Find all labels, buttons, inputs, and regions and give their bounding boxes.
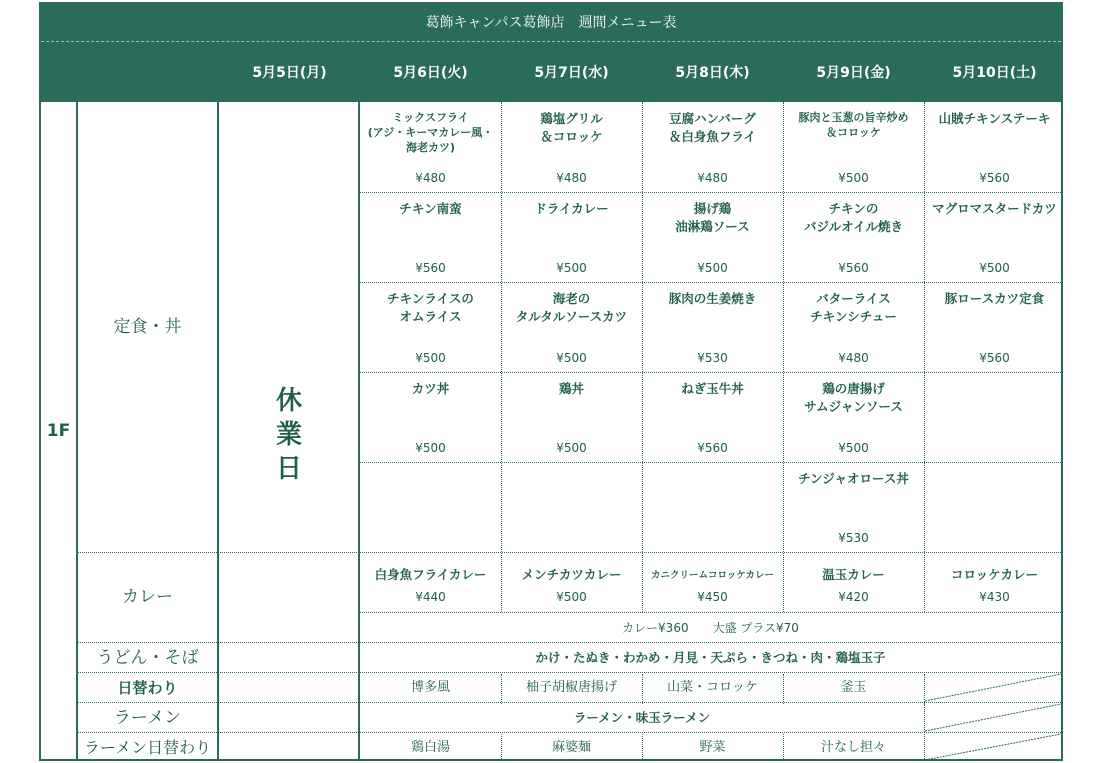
menu-cell (501, 102, 642, 192)
menu-name: チキン南蛮 (399, 201, 462, 216)
ramen-daily-item: 鶏白湯 (410, 740, 450, 755)
menu-cell (783, 462, 924, 552)
menu-price: ¥480 (556, 171, 587, 185)
menu-cell (783, 192, 924, 282)
menu-cell (924, 282, 1065, 372)
menu-cell (924, 102, 1065, 192)
closed-day (219, 102, 359, 761)
menu-cell (924, 372, 1065, 462)
menu-cell (924, 192, 1065, 282)
menu-price: ¥500 (556, 590, 587, 604)
menu-name: 揚げ鶏 油淋鶏ソース (675, 201, 750, 234)
closed-char: 休 (275, 386, 302, 416)
menu-name: 豚肉の生姜焼き (668, 291, 757, 306)
menu-cell (642, 192, 783, 282)
menu-name: ねぎ玉牛丼 (681, 381, 744, 396)
ramen-items: ラーメン・味玉ラーメン (573, 710, 711, 725)
menu-cell (783, 102, 924, 192)
closed-char: 業 (275, 420, 302, 450)
menu-name: 温玉カレー (822, 567, 885, 582)
menu-name: メンチカツカレー (521, 567, 622, 582)
curry-cell (360, 553, 501, 612)
day-header: 5月7日(水) (534, 65, 609, 81)
category-ramen-daily: ラーメン日替わり (83, 738, 212, 757)
menu-price: ¥500 (556, 261, 587, 275)
menu-price: ¥430 (979, 590, 1010, 604)
menu-table (39, 2, 1063, 761)
menu-cell (360, 372, 501, 462)
ramen-daily-item: 麻婆麺 (551, 740, 591, 755)
ramen-daily-item: 野菜 (699, 740, 726, 755)
menu-name: カニクリームコロッケカレー (650, 570, 775, 581)
menu-cell (642, 102, 783, 192)
category-set-meal: 定食・丼 (113, 317, 182, 337)
day-header-row (41, 42, 1061, 102)
curry-base-price: カレー¥360 大盛 プラス¥70 (622, 621, 799, 635)
menu-cell (360, 462, 501, 552)
menu-name: 鶏塩グリル ＆コロッケ (540, 111, 603, 144)
menu-price: ¥500 (838, 171, 869, 185)
menu-cell (642, 282, 783, 372)
menu-price: ¥440 (415, 590, 446, 604)
no-service-slash (925, 673, 1061, 702)
day-header: 5月9日(金) (816, 65, 891, 81)
menu-price: ¥560 (838, 261, 869, 275)
menu-name: ドライカレー (534, 201, 609, 216)
daily-item: 釜玉 (840, 680, 867, 695)
menu-price: ¥480 (838, 351, 869, 365)
category-curry: カレー (122, 587, 173, 607)
menu-price: ¥480 (415, 171, 446, 185)
menu-price: ¥480 (697, 171, 728, 185)
menu-name: コロッケカレー (950, 567, 1038, 582)
menu-price: ¥560 (979, 171, 1010, 185)
menu-cell (642, 462, 783, 552)
curry-cell (501, 553, 642, 612)
ramen-daily-item: 汁なし担々 (820, 740, 886, 755)
menu-cell (360, 192, 501, 282)
curry-cell (924, 553, 1065, 612)
menu-price: ¥450 (697, 590, 728, 604)
menu-price: ¥560 (697, 441, 728, 455)
menu-name: ミックスフライ (アジ・キーマカレー風・ 海老カツ) (367, 111, 494, 154)
menu-name: 豆腐ハンバーグ ＆白身魚フライ (668, 111, 757, 144)
menu-price: ¥500 (697, 261, 728, 275)
menu-cell (360, 282, 501, 372)
menu-cell (642, 372, 783, 462)
menu-cell (501, 192, 642, 282)
day-header: 5月6日(火) (393, 65, 468, 81)
menu-name: 海老の タルタルソースカツ (515, 291, 628, 324)
category-udon: うどん・そば (96, 648, 199, 668)
menu-price: ¥530 (697, 351, 728, 365)
daily-item: 山菜・コロッケ (667, 680, 758, 695)
menu-name: チンジャオロース丼 (798, 471, 909, 486)
menu-cell (360, 102, 501, 192)
menu-cell (783, 282, 924, 372)
floor-label: 1F (46, 421, 71, 441)
curry-cell (642, 553, 783, 612)
menu-cell (501, 462, 642, 552)
menu-price: ¥420 (838, 590, 869, 604)
menu-cell (501, 282, 642, 372)
menu-title: 葛飾キャンパス葛飾店 週間メニュー表 (41, 4, 1061, 42)
no-service-slash (925, 703, 1061, 732)
category-daily: 日替わり (117, 679, 178, 697)
menu-price: ¥560 (979, 351, 1010, 365)
closed-char: 日 (275, 454, 302, 484)
menu-price: ¥500 (979, 261, 1010, 275)
menu-cell (501, 372, 642, 462)
menu-name: マグロマスタードカツ (932, 201, 1057, 216)
no-service-slash (925, 733, 1061, 761)
menu-price: ¥500 (415, 441, 446, 455)
menu-price: ¥500 (838, 441, 869, 455)
daily-item: 柚子胡椒唐揚げ (525, 680, 617, 695)
menu-price: ¥530 (838, 531, 869, 545)
day-header: 5月8日(木) (675, 65, 750, 81)
category-ramen: ラーメン (113, 708, 182, 728)
menu-name: 白身魚フライカレー (374, 567, 487, 582)
daily-item: 博多風 (410, 680, 450, 695)
menu-name: 山賊チキンステーキ (938, 111, 1051, 126)
menu-cell (924, 462, 1065, 552)
menu-name: カツ丼 (411, 381, 450, 396)
menu-price: ¥500 (556, 351, 587, 365)
menu-name: バターライス チキンシチュー (810, 291, 897, 324)
menu-price: ¥500 (415, 351, 446, 365)
menu-name: チキンライスの オムライス (387, 291, 474, 324)
menu-price: ¥500 (556, 441, 587, 455)
menu-cell (783, 372, 924, 462)
menu-price: ¥560 (415, 261, 446, 275)
menu-name: 鶏の唐揚げ サムジャンソース (804, 381, 903, 414)
day-header: 5月10日(土) (952, 65, 1037, 81)
menu-name: 豚ロースカツ定食 (944, 291, 1045, 306)
menu-name: 鶏丼 (558, 381, 584, 396)
udon-items: かけ・たぬき・わかめ・月見・天ぷら・きつね・肉・鶏塩玉子 (535, 650, 886, 665)
menu-name: 豚肉と玉葱の旨辛炒め ＆コロッケ (798, 111, 909, 139)
menu-name: チキンの バジルオイル焼き (803, 201, 904, 234)
day-header: 5月5日(月) (252, 65, 327, 81)
curry-cell (783, 553, 924, 612)
